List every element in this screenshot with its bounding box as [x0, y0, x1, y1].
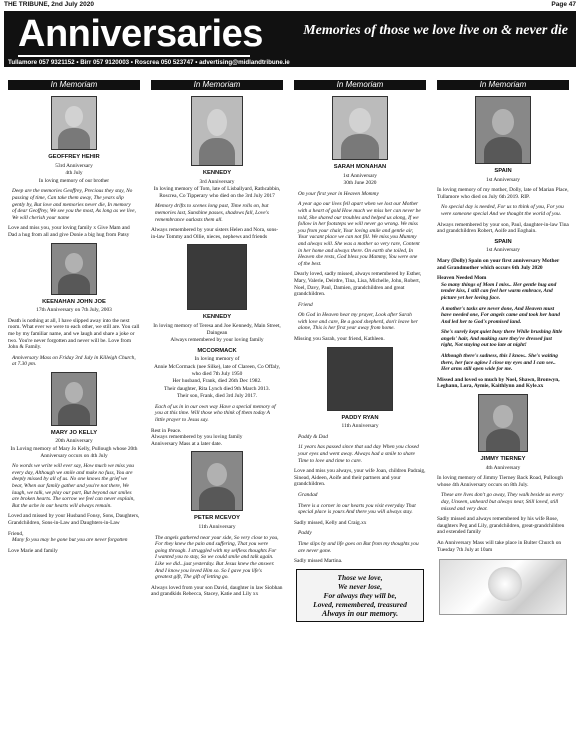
- notice-poem: Although there's sadness, this I know.. She's waiting there, her face aglow I close my eyes and I can see.. Her arms still open wide for me.: [441, 353, 558, 373]
- notice-name: SPAIN: [494, 238, 512, 245]
- notice-poem: A year ago our lives fell apart when we lost our Mother with a heart of gold How much we miss her can never be told, She shared our troubles and helped us along, If we follow in her footsteps we will never go wrong. We miss you from your chair, Your loving smile and gentle air, Your vacant place we can not fill. We miss you Mummy and always will. She was a mother so very rare, Content in her home and always there. On earth she toiled, In Heaven she rests, God bless you Mammy, You were one of the best.: [298, 201, 421, 267]
- verse-line: Always in our memory.: [321, 608, 399, 618]
- notice-poem: The angels gathered near your side, So very close to you, For they knew the pain and suffering, That you were going through. I struggled with my selfless thoughts For I wanted you to stay, So we could smile and talk again. Like we did...just yesterday. But Jesus knew the answer. And I know you loved Him so. So I gave you life's greatest gift, The gift of letting go.: [155, 534, 279, 581]
- portrait-photo: [475, 96, 531, 164]
- notice-signoff: Missing you Sarah, your friend, Kathleen.: [294, 336, 385, 343]
- notice-line: Annie McCormack (nee Silke), late of Clareen, Co Offaly, who died 7th July 1950: [153, 363, 281, 377]
- notice-lead: On your first year in Heaven Mommy: [298, 190, 379, 197]
- notice-closing: Dearly loved, sadly missed, always remembered by Esther, Mary, Valerie, Deirdre, Tina, Lisa, Michelle, John, Robert, Noel, Davy, Paul, Damien, grandchildren and great grandchildren.: [294, 271, 422, 298]
- notice-name: KENNEDY: [202, 170, 232, 176]
- notice-poem: So many things of Mom I miss.. Her gentle hug and tender kiss, I still can feel her warm embrace, And picture yet her loving face.: [441, 281, 557, 301]
- notice-line: 11th Anniversary: [198, 524, 236, 531]
- notice-poem: There is a corner in our hearts you visit everyday That special place is yours And there you will always stay.: [298, 502, 416, 516]
- column-1: [8, 80, 140, 730]
- notice-closing: Always remembered by you loving family: [151, 434, 243, 441]
- column-4: [437, 80, 569, 730]
- column-header: In Memoriam: [151, 80, 283, 90]
- notice-signoff: Sadly missed Martina.: [294, 558, 343, 565]
- portrait-photo: [191, 96, 243, 166]
- notice-poem: Memory drifts to scenes long past, Time rolls on, but memories last, Sunshine passes, shadows fall, Love's remembrance outlasts them all.: [155, 203, 269, 223]
- column-2: [151, 80, 283, 730]
- notice-name: MARY JO KELLY: [50, 429, 98, 436]
- notice-intro: In Loving memory of Mary Jo Kelly, Pullough whose 20th Anniversary occurs on 4th July: [10, 446, 138, 459]
- notice-heading: Heaven Needed Mom: [437, 275, 487, 282]
- notice-intro: Mary (Dolly) Spain on your first anniversary Mother and Grandmother which occurs 6th July 2020: [437, 257, 560, 271]
- notice-poem: Deep are the memories Geoffrey, Precious they stay, No passing of time, Can take them away, The years slip gently by, But love and memories never die, In memory of dear Geoffrey, We see you the most, As long as we live, We will cherish your name: [12, 188, 136, 221]
- notice-closing: Always loved from your son David, daughter in law Siobhan and grandkids Rebecca, Stacey, Katie and Lily xx: [151, 584, 283, 598]
- notice-line: In loving memory of our brother: [38, 177, 110, 184]
- notice-closing: Always remembered by your loving family: [170, 337, 264, 344]
- notice-signoff: Love Marie and family: [8, 547, 58, 554]
- rose-image: [439, 559, 567, 615]
- verse-line: For always they will be,: [323, 590, 397, 600]
- notice-line: 3rd Anniversary: [199, 178, 235, 185]
- notice-lead: Paddy & Dad: [298, 433, 328, 440]
- notice-line: 1st Anniversary: [486, 176, 520, 183]
- notice-line: 30th June 2020: [343, 180, 377, 187]
- notice-closing: Love and miss you always, your wife Joan, children Padraig, Sinead, Aideen, Aoife and their partners and your grandchildren.: [294, 468, 426, 488]
- notice-closing: Missed and loved so much by Noel, Shawn, Bronwyn, Leghann, Lora, Aymie, Kaithlynn and Kyle.xx: [437, 376, 560, 390]
- notice-rest: Rest in Peace.: [151, 427, 182, 434]
- page-number: Page 47: [551, 1, 576, 8]
- portrait-photo: [51, 372, 97, 426]
- notice-line: 53rd Anniversary: [55, 162, 93, 169]
- notice-poem: 11 years has passed since that sad day When you closed your eyes and went away. Always had a smile to share Time to love and time to care.: [298, 444, 419, 464]
- page-header-line: [4, 1, 576, 10]
- notice-poem: Each of us in in our own way Have a special memory of you at this time. Will those who think of them today A little prayer to Jesus say.: [155, 403, 276, 424]
- notice-line: In loving memory of: [194, 356, 240, 363]
- column-3: [294, 80, 426, 730]
- column-header: In Memoriam: [8, 80, 140, 90]
- notice-poem: No special day is needed, For us to think of you, For you were someone special And we thought the world of you.: [441, 204, 564, 217]
- column-header: In Memoriam: [437, 80, 569, 90]
- notice-name: MCCORMACK: [197, 347, 237, 354]
- notice-closing: Always remembered by your sisters Helen and Nora, sons-in-law Tommy and Ollie, nieces, nephews and friends: [151, 227, 279, 240]
- verse-line: Those we love,: [337, 572, 383, 582]
- notice-poem: Time slips by and life goes on But from my thoughts you are never gone.: [298, 540, 419, 554]
- portrait-photo: [51, 243, 97, 295]
- portrait-photo: [191, 451, 243, 511]
- paper-date: THE TRIBUNE, 2nd July 2020: [4, 1, 94, 8]
- notice-friend-label: Friend,: [8, 530, 24, 537]
- notice-poem: A mother's tasks are never done, And Heaven must have needed one, For angels came and took her hand And led her to God's promised land.: [441, 305, 560, 325]
- notice-name: PADDY RYAN: [341, 414, 379, 421]
- notice-poem: She's surely kept quiet busy there While brushing little angels' hair, And making sure they're dressed just right, Not staying out too late at night!: [441, 329, 563, 349]
- notice-name: PETER MCEVOY: [193, 515, 241, 522]
- banner-contact: Tullamore 057 9321152 • Birr 057 9120003 • Roscrea 050 523747 • advertising@midlandtribune.ie: [8, 59, 290, 66]
- verse-line: Loved, remembered, treasured: [313, 599, 407, 609]
- memorial-verse-box: [296, 569, 424, 622]
- notice-mass: An Anniversary Mass will take place in Bulter Church on Tuesday 7th July at 10am: [437, 539, 562, 553]
- portrait-photo: [332, 96, 388, 160]
- notice-name: SPAIN: [494, 168, 512, 174]
- notice-label: Grandad: [298, 492, 318, 498]
- notice-body: In loving memory of Teresa and Joe Kennedy, Main Street, Daingean: [153, 322, 281, 336]
- notice-friend-label: Friend: [298, 301, 313, 308]
- notice-mass: Anniversary Mass on Friday 3rd July in Killeigh Church, at 7.30 pm.: [12, 354, 136, 368]
- banner-tagline: Memories of those we love live on & never die: [303, 23, 568, 38]
- notice-name: KEENAHAN JOHN JOE: [42, 298, 106, 305]
- portrait-photo: [327, 347, 393, 411]
- notice-name: GEOFFREY HEHIR: [48, 154, 100, 160]
- anniversaries-banner: [4, 11, 576, 67]
- notice-name: KENNEDY: [202, 314, 232, 321]
- notice-closing: Sadly missed and always remembered by his wife Rose, daughters Peg and Lily, grandchildren, great-grandchildren and extended family: [437, 516, 565, 536]
- banner-underline: [18, 55, 250, 57]
- column-header: In Memoriam: [294, 80, 426, 90]
- notice-line: In loving memory of Tom, late of Lisballyard, Rathcabbin, Roscrea, Co Tipperary who died on the 3rd July 2017: [153, 186, 281, 199]
- portrait-photo: [187, 244, 247, 310]
- portrait-photo: [51, 96, 97, 150]
- notice-body: Death is nothing at all, I have slipped away into the next room. What ever we were to each other, we still are. You call me by my familiar name, and we laugh and share a joke or two. You're never forgotten and never will be. Love from John & Family.: [8, 317, 140, 351]
- notice-poem: Oh God in Heaven hear my prayer, Look after Sarah with love and care, Be a good shepherd, don't leave her alone, This is her first year away from home.: [298, 312, 418, 332]
- notice-line: Their daughter, Rita Lynch died 9th March 2013.: [164, 385, 270, 392]
- notice-line: Her husband, Frank, died 26th Dec 1982.: [172, 378, 262, 385]
- notice-line: 1st Anniversary: [343, 172, 377, 179]
- portrait-photo: [478, 394, 528, 452]
- notice-poem: These are lives don't go away, They walk beside us every day, Unseen, unheard but always near, Still loved, still missed and very dear.: [441, 492, 564, 512]
- notice-label: Paddy: [298, 530, 312, 537]
- verse-line: We never lose,: [337, 581, 383, 591]
- notice-closing: Loved and missed by your Husband Fonsy, Sons, Daughters, Grandchildren, Sons-in-Law and Daughters-in-Law: [8, 513, 140, 526]
- notice-mass: Anniversary Mass at a later date.: [151, 440, 222, 447]
- notice-closing: Love and miss you, your loving family x Give Mam and Dad a hug from all and give Donie a big hug from Patsy: [8, 225, 130, 238]
- notice-poem: Many fo you may be gone but you are never forgotten: [12, 537, 128, 544]
- notice-line: 4th Anniversary: [485, 464, 521, 471]
- notice-line: 4th July: [65, 170, 83, 177]
- notice-line: 11th Anniversary: [341, 423, 379, 430]
- banner-title: Anniversaries: [18, 13, 263, 55]
- notice-closing: Always remembered by your son, Paul, daughter-in-law Tina and grandchildren Robert, Aoife and Eoghain.: [437, 221, 569, 235]
- notice-signoff: Sadly missed, Kelly and Craig.xx: [294, 519, 367, 526]
- notice-intro: In loving memory of my mother, Dolly, late of Marian Place, Tullamore who died on July 6th 2019. RIP.: [437, 187, 569, 200]
- notice-line: Their son, Frank, died 3rd July 2017.: [176, 393, 258, 400]
- notice-poem: No words we write will ever say, How much we miss you every day, Although we smile and make no fuss, You are deeply missed by all of us. No one knows the grief we bear, When our family gather and you're not there, We laugh, we talk, we play our part, But beyond our smiles are broken hearts. The sorrow we feel can never explain, But the ache in our hearts will always remain.: [12, 463, 135, 509]
- notice-name: JIMMY TIERNEY: [480, 456, 526, 463]
- notice-intro: In loving memory of Jimmy Tierney Back Road, Pullough whose 4th Anniversary occurs on 8th July.: [437, 475, 563, 488]
- notice-line: 17th Anniversary on 7th July, 2003: [36, 307, 112, 314]
- notice-line: 1st Anniversary: [486, 247, 520, 254]
- notice-line: 20th Anniversary: [55, 438, 93, 445]
- notice-name: SARAH MONAHAN: [333, 164, 387, 170]
